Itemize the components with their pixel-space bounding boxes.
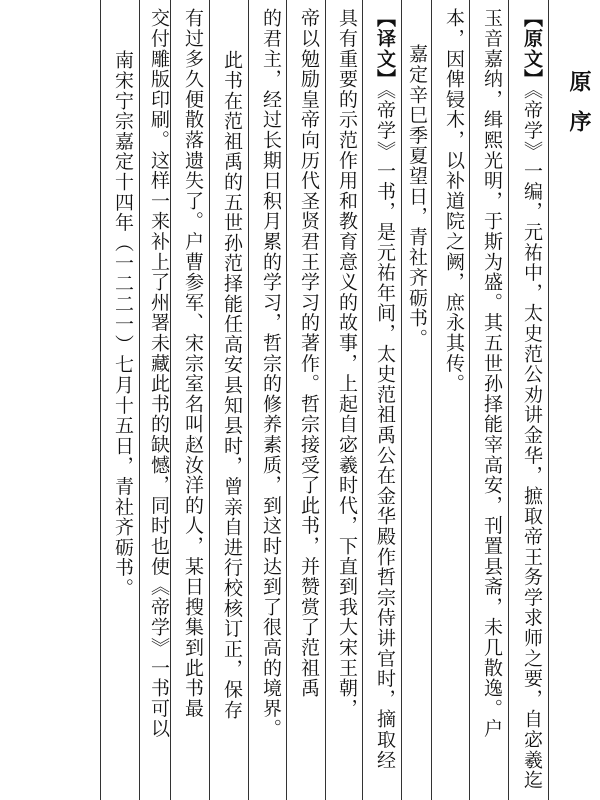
- translation-section-label: 【译文】: [374, 8, 396, 90]
- translation-date-signature: [104, 0, 140, 800]
- translation-text-column-1: [366, 0, 402, 800]
- original-text-column-1: [513, 0, 549, 800]
- translation-text-column-2: [328, 0, 364, 800]
- translation-text-line: 《帝学》一书，是元祐年间，太史范祖禹公在金华殿作哲宗侍讲官时，摘取经: [374, 89, 396, 770]
- original-section-label: 【原文】: [521, 8, 543, 90]
- translation-text-line: 有过多久便散落遗失了。户曹参军、宋宗室名叫赵汝洋的人，某日搜集到此书最: [182, 8, 204, 719]
- translation-text-line: 具有重要的示范作用和教育意义的故事，上起自宓羲时代，下直到我大宋王朝，: [336, 8, 358, 719]
- translation-text-line: 交付雕版印刷。这样一来补上了州署未藏此书的缺憾，同时也使《帝学》一书可以: [148, 8, 170, 739]
- original-text-line: 本，因俾锓木，以补道院之阙，庶永其传。: [443, 8, 465, 394]
- translation-text-column-5: [213, 0, 249, 800]
- translation-text-line: 帝以勉励皇帝向历代圣贤君王学习的著作。哲宗接受了此书，并赞赏了范祖禹: [298, 8, 320, 699]
- original-text-line: 《帝学》一编，元祐中，太史范公劝讲金华，摭取帝王务学求师之要，自宓羲迄: [521, 89, 543, 791]
- translation-text-line: 此书在范祖禹的五世孙范择能任高安县知县时，曾亲自进行校核订正，保存: [221, 50, 243, 720]
- original-text-line: 玉音嘉纳，缉熙光明，于斯为盛。其五世孙择能宰高安，刊置县斋，未几散逸。户: [481, 8, 503, 739]
- page-title: 原序: [566, 70, 591, 150]
- column-rule: [100, 0, 101, 800]
- original-text-column-2: [473, 0, 509, 800]
- translation-text-line: 南宋宁宗嘉定十四年（一二二一）七月十五日，青社齐砺书。: [112, 50, 134, 599]
- original-signature: [404, 0, 434, 800]
- translation-text-line: 的君主，经过长期日积月累的学习，哲宗的修养素质，到这时达到了很高的境界。: [260, 8, 282, 739]
- translation-text-column-4: [252, 0, 288, 800]
- translation-text-column-3: [290, 0, 326, 800]
- translation-text-column-7: [142, 0, 176, 800]
- original-text-column-3: [435, 0, 471, 800]
- signature-text: 嘉定辛巳季夏望日，青社齐砺书。: [406, 44, 428, 349]
- translation-text-column-6: [174, 0, 210, 800]
